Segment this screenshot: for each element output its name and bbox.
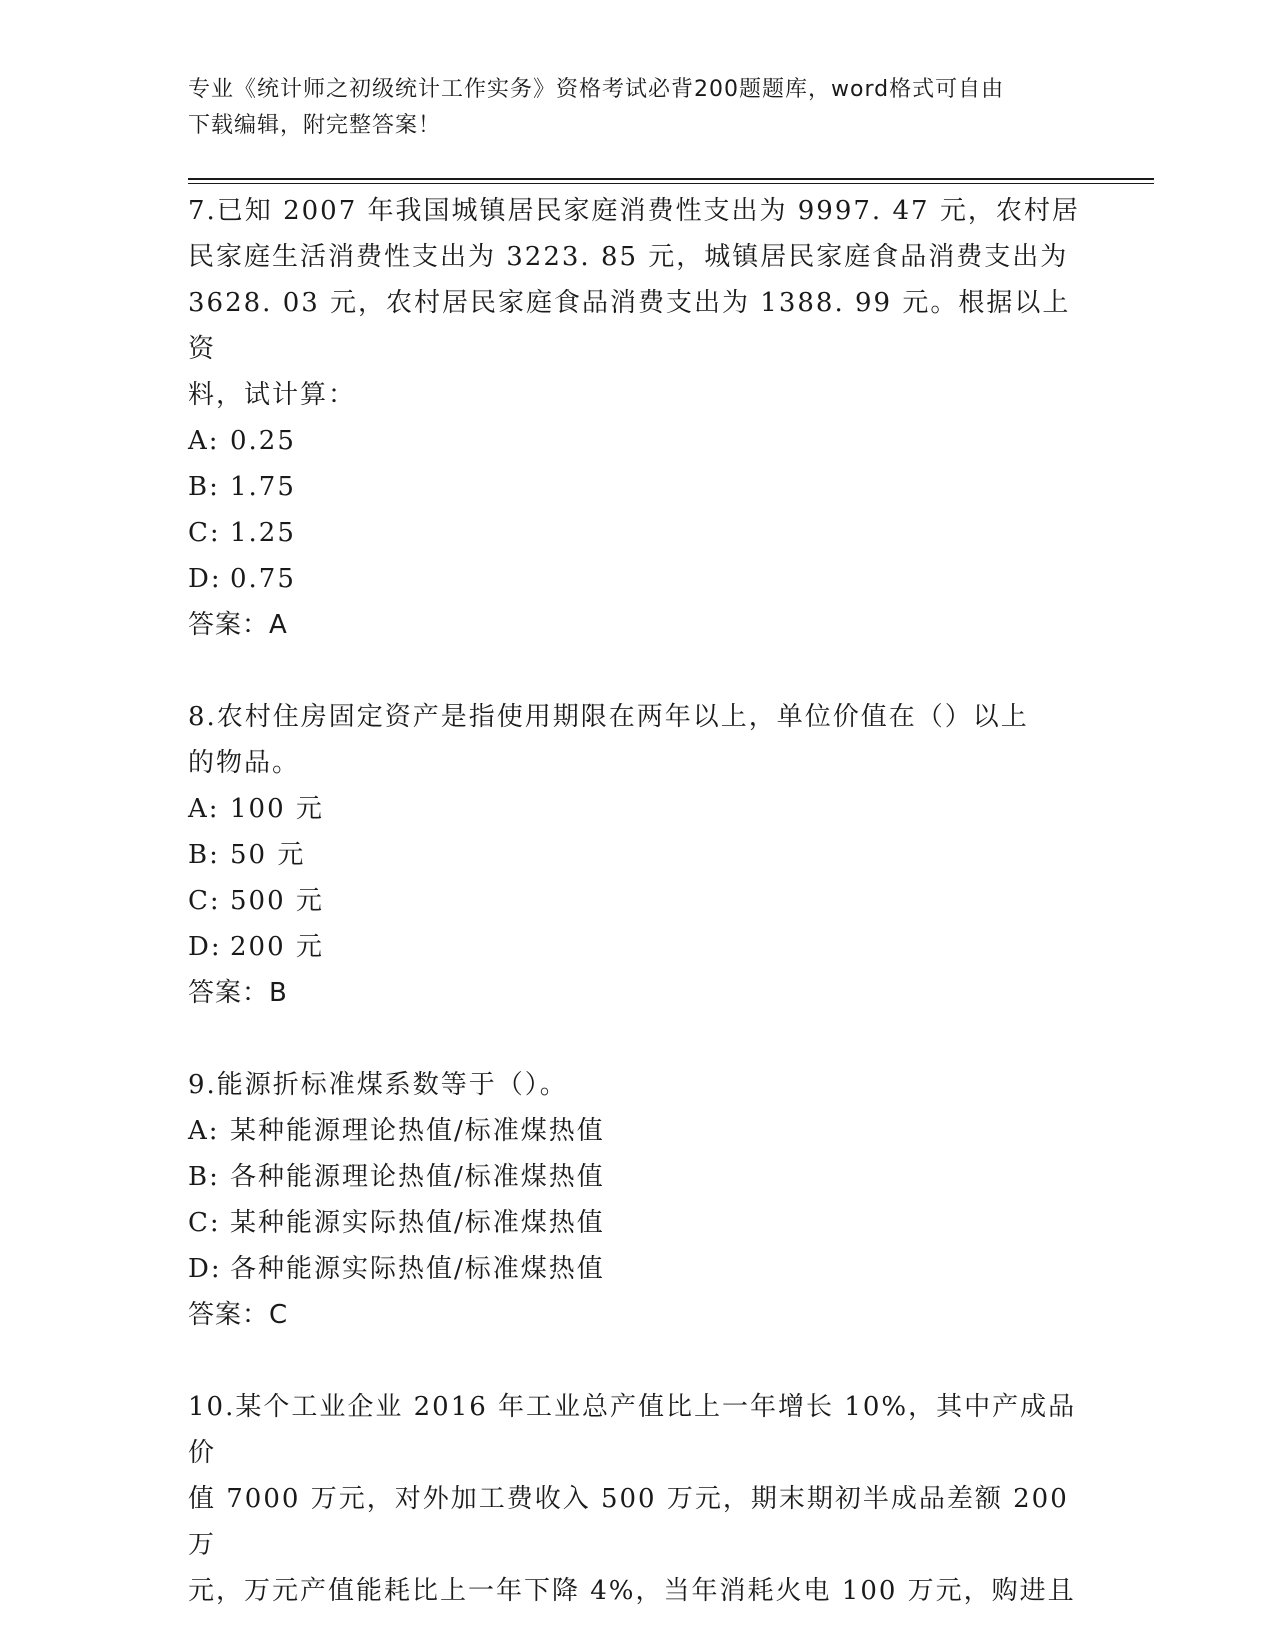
option-letter: B: [188, 1162, 220, 1192]
option-letter: B: [188, 472, 220, 502]
question-list [188, 188, 1088, 1614]
option-letter: A: [188, 426, 220, 456]
question-line: 8.农村住房固定资产是指使用期限在两年以上，单位价值在（）以上 [188, 702, 1029, 732]
option-c [188, 510, 1088, 556]
option-c [188, 1200, 1088, 1246]
header-line-2: 下载编辑，附完整答案！ [188, 113, 442, 138]
option-d [188, 924, 1088, 970]
option-text: 某种能源理论热值/标准煤热值 [230, 1116, 605, 1146]
question-7 [188, 188, 1088, 648]
option-a [188, 418, 1088, 464]
option-a [188, 786, 1088, 832]
option-letter: B: [188, 840, 220, 870]
option-letter: A: [188, 794, 220, 824]
question-10 [188, 1384, 1088, 1614]
spacer [188, 1016, 1088, 1062]
option-a [188, 1108, 1088, 1154]
question-line: 7.已知 2007 年我国城镇居民家庭消费性支出为 9997. 47 元，农村居 [188, 196, 1080, 226]
question-line: 9.能源折标准煤系数等于（）。 [188, 1070, 568, 1100]
option-letter: C: [188, 518, 221, 548]
answer-label: 答案：A [188, 610, 288, 640]
question-line: 3628. 03 元，农村居民家庭食品消费支出为 1388. 99 元。根据以上资 [188, 288, 1071, 364]
answer-label: 答案：C [188, 1300, 289, 1330]
document-header [188, 72, 1088, 144]
option-text: 1.75 [230, 472, 296, 502]
question-text [188, 188, 1088, 418]
option-c [188, 878, 1088, 924]
option-letter: A: [188, 1116, 220, 1146]
question-line: 10.某个工业企业 2016 年工业总产值比上一年增长 10%，其中产成品价 [188, 1392, 1077, 1468]
spacer [188, 648, 1088, 694]
header-divider-thin [188, 183, 1154, 184]
option-text: 某种能源实际热值/标准煤热值 [230, 1208, 605, 1238]
option-text: 100 元 [230, 794, 324, 824]
question-text [188, 694, 1088, 786]
option-text: 50 元 [230, 840, 306, 870]
option-text: 0.25 [230, 426, 296, 456]
option-d [188, 556, 1088, 602]
question-8 [188, 694, 1088, 1016]
question-text [188, 1384, 1088, 1614]
option-text: 各种能源实际热值/标准煤热值 [230, 1254, 605, 1284]
header-line-1: 专业《统计师之初级统计工作实务》资格考试必背200题题库，word格式可自由 [188, 77, 1005, 102]
option-text: 1.25 [230, 518, 296, 548]
header-divider [188, 178, 1154, 180]
answer-label: 答案：B [188, 978, 288, 1008]
option-b [188, 832, 1088, 878]
question-line: 的物品。 [188, 748, 301, 778]
option-text: 200 元 [230, 932, 324, 962]
question-9 [188, 1062, 1088, 1338]
question-line: 元，万元产值能耗比上一年下降 4%，当年消耗火电 100 万元，购进且 [188, 1576, 1076, 1606]
question-line: 料，试计算： [188, 380, 357, 410]
option-text: 0.75 [230, 564, 296, 594]
option-b [188, 1154, 1088, 1200]
option-b [188, 464, 1088, 510]
option-letter: D: [188, 1254, 222, 1284]
option-text: 各种能源理论热值/标准煤热值 [230, 1162, 605, 1192]
option-text: 500 元 [230, 886, 324, 916]
question-line: 值 7000 万元，对外加工费收入 500 万元，期末期初半成品差额 200 万 [188, 1484, 1069, 1560]
spacer [188, 1338, 1088, 1384]
question-line: 民家庭生活消费性支出为 3223. 85 元，城镇居民家庭食品消费支出为 [188, 242, 1069, 272]
option-letter: D: [188, 932, 222, 962]
option-letter: C: [188, 886, 221, 916]
option-letter: D: [188, 564, 222, 594]
option-d [188, 1246, 1088, 1292]
question-text [188, 1062, 1088, 1108]
option-letter: C: [188, 1208, 221, 1238]
